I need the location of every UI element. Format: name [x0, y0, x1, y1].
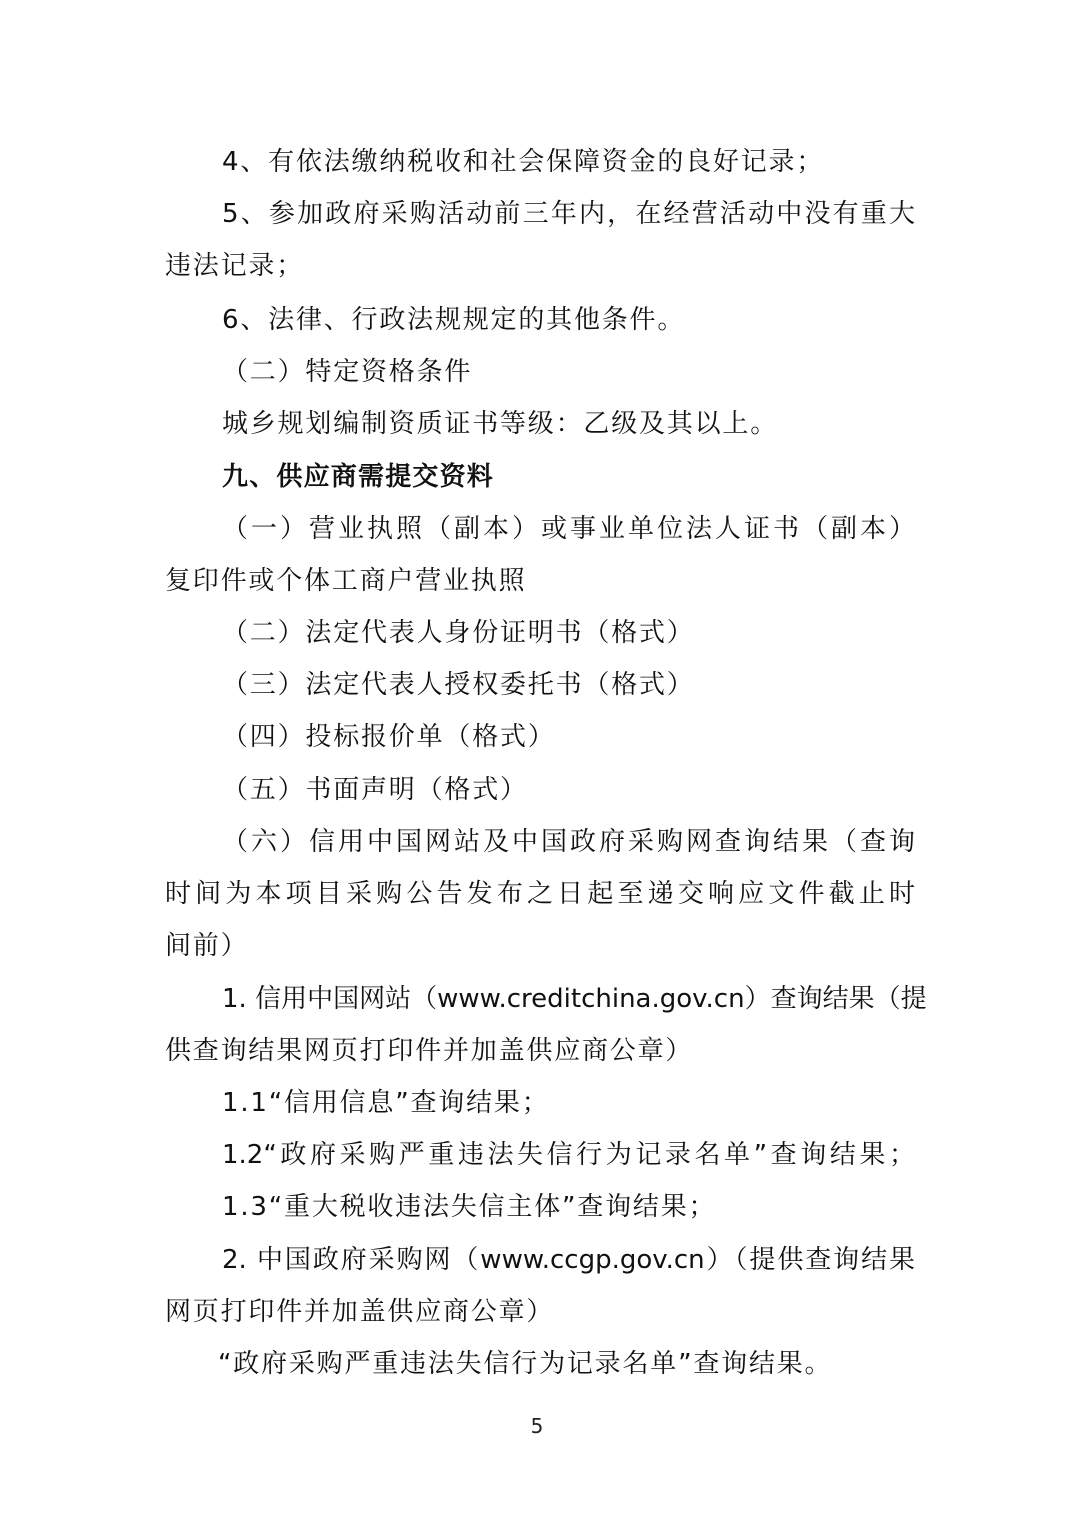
paragraph-line: 4、有依法缴纳税收和社会保障资金的良好记录；	[222, 147, 825, 177]
paragraph-line: 网页打印件并加盖供应商公章）	[165, 1297, 555, 1327]
list-item: 1.1“信用信息”查询结果；	[222, 1088, 550, 1118]
list-item: 1. 信用中国网站（www.creditchina.gov.cn）查询结果（提	[222, 984, 927, 1014]
paragraph-line: 复印件或个体工商户营业执照	[165, 566, 527, 596]
paragraph-line: 5、参加政府采购活动前三年内，在经营活动中没有重大	[222, 199, 915, 229]
section-subheading: （二）特定资格条件	[222, 357, 473, 387]
page-number: 5	[530, 1414, 544, 1438]
paragraph-line: 城乡规划编制资质证书等级：乙级及其以上。	[222, 409, 779, 439]
list-item: 1.3“重大税收违法失信主体”查询结果；	[222, 1192, 717, 1222]
list-item: （五）书面声明（格式）	[222, 775, 528, 805]
section-heading: 九、供应商需提交资料	[222, 462, 495, 492]
paragraph-line: 违法记录；	[165, 251, 305, 281]
paragraph-line: “政府采购严重违法失信行为记录名单”查询结果。	[218, 1349, 833, 1379]
list-item: （四）投标报价单（格式）	[222, 722, 556, 752]
paragraph-line: 时间为本项目采购公告发布之日起至递交响应文件截止时	[165, 879, 915, 909]
paragraph-line: 6、法律、行政法规规定的其他条件。	[222, 305, 686, 335]
list-item: 1.2“政府采购严重违法失信行为记录名单”查询结果；	[222, 1140, 915, 1170]
list-item: （三）法定代表人授权委托书（格式）	[222, 670, 695, 700]
paragraph-line: 间前）	[165, 931, 249, 961]
paragraph-line: （一）营业执照（副本）或事业单位法人证书（副本）	[222, 514, 915, 544]
list-item: （六）信用中国网站及中国政府采购网查询结果（查询	[222, 827, 915, 857]
list-item: 2. 中国政府采购网（www.ccgp.gov.cn）（提供查询结果	[222, 1245, 915, 1275]
paragraph-line: 供查询结果网页打印件并加盖供应商公章）	[165, 1036, 694, 1066]
list-item: （二）法定代表人身份证明书（格式）	[222, 618, 695, 648]
